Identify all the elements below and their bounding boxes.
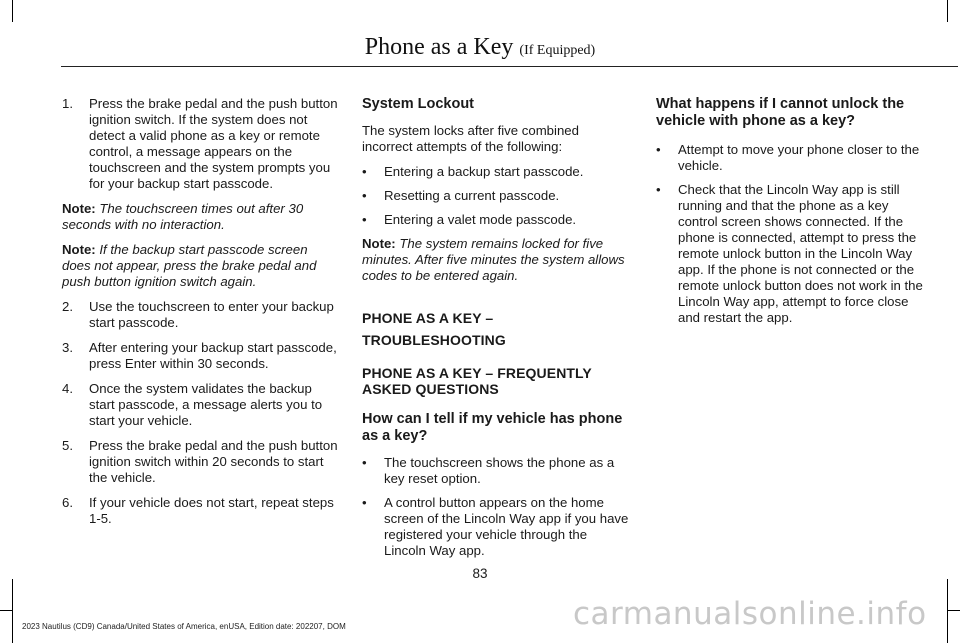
step-item [62, 96, 338, 192]
step-text: Press the brake pedal and the push button ignition switch. If the system does not detect a valid phone as a key or remote control, a message appears on the touchscreen and the system prompts you for your backup start passcode. [89, 96, 338, 191]
steps-list-a [62, 96, 338, 192]
section-heading-faq: PHONE AS A KEY – FREQUENTLY ASKED QUESTIONS [362, 365, 592, 397]
note-label: Note: [362, 236, 396, 251]
bullet-glyph: • [362, 212, 367, 227]
lockout-intro: The system locks after five combined incorrect attempts of the following: [362, 123, 579, 154]
bullet-glyph: • [362, 455, 367, 470]
step-number: 1. [62, 96, 73, 111]
bullet-item [656, 142, 929, 174]
note-text: The touchscreen times out after 30 seconds with no interaction. [62, 201, 304, 232]
step-number: 4. [62, 381, 73, 396]
note-text: The system remains locked for five minutes. After five minutes the system allows codes to be entered again. [362, 236, 625, 283]
step-text: After entering your backup start passcode, press Enter within 30 seconds. [89, 340, 337, 371]
watermark: carmanualsonline.info [573, 596, 927, 632]
crop-mark-bottom-right-v [947, 579, 948, 643]
note-paragraph [62, 242, 338, 290]
section-heading-system-lockout: System Lockout [362, 96, 474, 112]
step-item [62, 299, 338, 331]
bullet-glyph: • [362, 495, 367, 510]
column-2 [362, 96, 632, 567]
spacer [362, 293, 632, 309]
step-item [62, 381, 338, 429]
bullet-glyph: • [362, 164, 367, 179]
bullet-text: Check that the Lincoln Way app is still running and that the phone as a key control screen shows connected. If the phone is connected, attempt to press the remote unlock button in the Lincoln Way app. If the phone is not connected or the remote unlock button does not work in the Lincoln Way app, attempt to force close and restart the app. [678, 182, 923, 325]
bullet-item [362, 495, 632, 559]
step-item [62, 495, 338, 527]
troubleshooting-heading-line1: PHONE AS A KEY – [362, 310, 494, 326]
note-label: Note: [62, 242, 96, 257]
step-number: 3. [62, 340, 73, 355]
step-number: 2. [62, 299, 73, 314]
page-title-subtitle: (If Equipped) [519, 43, 596, 58]
bullet-glyph: • [656, 182, 661, 197]
step-item [62, 340, 338, 372]
bullet-item [362, 455, 632, 487]
question-heading: How can I tell if my vehicle has phone as a key? [362, 411, 623, 444]
column-1 [62, 96, 338, 536]
question1-bullet-list [362, 455, 632, 559]
note-label: Note: [62, 201, 96, 216]
note-paragraph [62, 201, 338, 233]
header-rule [61, 66, 958, 67]
crop-mark-bottom-left-h [0, 610, 12, 611]
crop-mark-bottom-right-h [947, 610, 960, 611]
spacer [362, 349, 632, 365]
step-number: 5. [62, 438, 73, 453]
step-text: If your vehicle does not start, repeat steps 1-5. [89, 495, 334, 526]
bullet-item [362, 212, 632, 228]
note-text: If the backup start passcode screen does not appear, press the brake pedal and push button ignition switch again. [62, 242, 317, 289]
bullet-text: Entering a valet mode passcode. [384, 212, 577, 227]
page-number: 83 [472, 566, 488, 581]
step-number: 6. [62, 495, 73, 510]
crop-mark-top-left [12, 0, 13, 22]
bullet-glyph: • [362, 188, 367, 203]
step-text: Once the system validates the backup start passcode, a message alerts you to start your vehicle. [89, 381, 323, 428]
bullet-text: Attempt to move your phone closer to the vehicle. [678, 142, 920, 173]
question-heading: What happens if I cannot unlock the vehicle with phone as a key? [656, 96, 905, 129]
question2-bullet-list [656, 142, 929, 326]
bullet-item [656, 182, 929, 326]
steps-list-b [62, 299, 338, 527]
bullet-glyph: • [656, 142, 661, 157]
bullet-item [362, 188, 632, 204]
lockout-bullet-list [362, 164, 632, 228]
crop-mark-top-right [947, 0, 948, 22]
step-item [62, 438, 338, 486]
footer-edition-info: 2023 Nautilus (CD9) Canada/United States of America, enUSA, Edition date: 202207, DOM [22, 622, 346, 631]
bullet-text: The touchscreen shows the phone as a key reset option. [384, 455, 615, 486]
step-text: Use the touchscreen to enter your backup start passcode. [89, 299, 334, 330]
page-title [0, 34, 960, 61]
column-3 [656, 96, 929, 334]
bullet-text: Resetting a current passcode. [384, 188, 560, 203]
section-heading-troubleshooting [362, 309, 632, 349]
step-text: Press the brake pedal and the push button ignition switch within 20 seconds to start the vehicle. [89, 438, 338, 485]
crop-mark-bottom-left-v [12, 579, 13, 643]
note-paragraph [362, 236, 632, 284]
bullet-item [362, 164, 632, 180]
bullet-text: A control button appears on the home screen of the Lincoln Way app if you have registered your vehicle through the Lincoln Way app. [384, 495, 629, 558]
troubleshooting-heading-line2: TROUBLESHOOTING [362, 332, 506, 348]
page-title-main: Phone as a Key [364, 34, 514, 60]
bullet-text: Entering a backup start passcode. [384, 164, 584, 179]
